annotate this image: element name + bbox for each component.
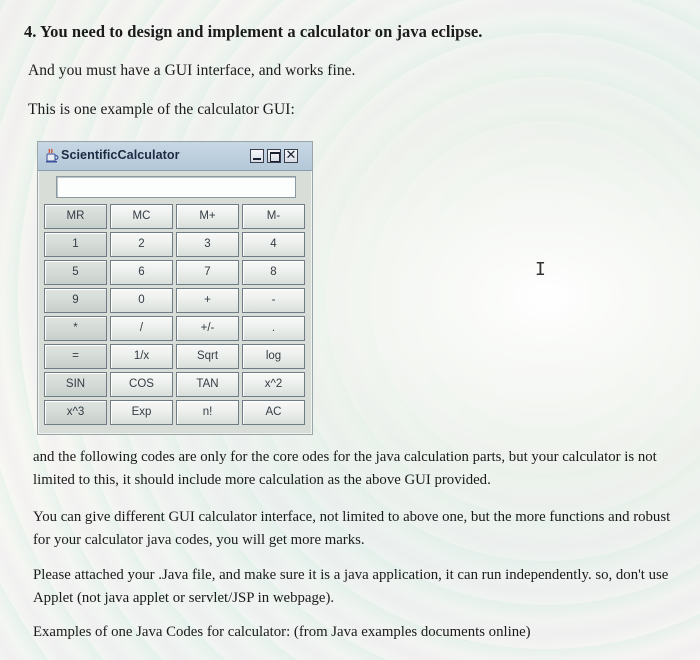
digit-4-key[interactable]: 4 xyxy=(242,232,305,257)
m-plus-key[interactable]: M+ xyxy=(176,204,239,229)
sign-toggle-key[interactable]: +/- xyxy=(176,316,239,341)
square-key[interactable]: x^2 xyxy=(242,372,305,397)
attach-java-paragraph: Please attached your .Java file, and make sure it is a java application, it can run independently. so, don't use Applet (not java applet or servlet/JSP in webpage). xyxy=(33,567,669,606)
question-title: 4. You need to design and implement a calculator on java eclipse. xyxy=(24,22,483,41)
factorial-key[interactable]: n! xyxy=(176,400,239,425)
digit-2-key[interactable]: 2 xyxy=(110,232,173,257)
digit-5-key[interactable]: 5 xyxy=(44,260,107,285)
digit-0-key[interactable]: 0 xyxy=(110,288,173,313)
sin-key[interactable]: SIN xyxy=(44,372,107,397)
java-cup-icon xyxy=(45,148,60,163)
digit-3-key[interactable]: 3 xyxy=(176,232,239,257)
maximize-icon xyxy=(270,152,280,162)
cos-key[interactable]: COS xyxy=(110,372,173,397)
keypad xyxy=(44,204,307,432)
exp-key[interactable]: Exp xyxy=(110,400,173,425)
close-button[interactable] xyxy=(284,149,298,163)
cube-key[interactable]: x^3 xyxy=(44,400,107,425)
m-minus-key[interactable]: M- xyxy=(242,204,305,229)
digit-7-key[interactable]: 7 xyxy=(176,260,239,285)
reciprocal-key[interactable]: 1/x xyxy=(110,344,173,369)
tan-key[interactable]: TAN xyxy=(176,372,239,397)
digit-9-key[interactable]: 9 xyxy=(44,288,107,313)
minimize-icon xyxy=(253,158,261,160)
maximize-button[interactable] xyxy=(267,149,281,163)
digit-8-key[interactable]: 8 xyxy=(242,260,305,285)
multiply-key[interactable]: * xyxy=(44,316,107,341)
gui-requirement-line: And you must have a GUI interface, and works fine. xyxy=(28,62,356,79)
calculator-titlebar xyxy=(38,142,312,171)
calculator-window xyxy=(37,141,313,435)
example-intro-line: This is one example of the calculator GUI: xyxy=(28,101,295,118)
close-icon: ✕ xyxy=(285,148,297,163)
digit-6-key[interactable]: 6 xyxy=(110,260,173,285)
mr-key[interactable]: MR xyxy=(44,204,107,229)
display-field[interactable] xyxy=(56,176,296,198)
equals-key[interactable]: = xyxy=(44,344,107,369)
minus-key[interactable]: - xyxy=(242,288,305,313)
examples-paragraph: Examples of one Java Codes for calculator: (from Java examples documents online) xyxy=(33,624,531,640)
core-codes-paragraph: and the following codes are only for the core odes for the java calculation parts, but your calculator is not limited to this, it should include more calculation as the above GUI provided. xyxy=(33,449,657,488)
log-key[interactable]: log xyxy=(242,344,305,369)
digit-1-key[interactable]: 1 xyxy=(44,232,107,257)
divide-key[interactable]: / xyxy=(110,316,173,341)
plus-key[interactable]: + xyxy=(176,288,239,313)
decimal-key[interactable]: . xyxy=(242,316,305,341)
window-title: ScientificCalculator xyxy=(61,148,180,162)
mc-key[interactable]: MC xyxy=(110,204,173,229)
clear-key[interactable]: AC xyxy=(242,400,305,425)
text-cursor-icon: I xyxy=(535,259,546,280)
minimize-button[interactable] xyxy=(250,149,264,163)
sqrt-key[interactable]: Sqrt xyxy=(176,344,239,369)
more-functions-paragraph: You can give different GUI calculator interface, not limited to above one, but the more functions and robust for your calculator java codes, you will get more marks. xyxy=(33,509,671,548)
